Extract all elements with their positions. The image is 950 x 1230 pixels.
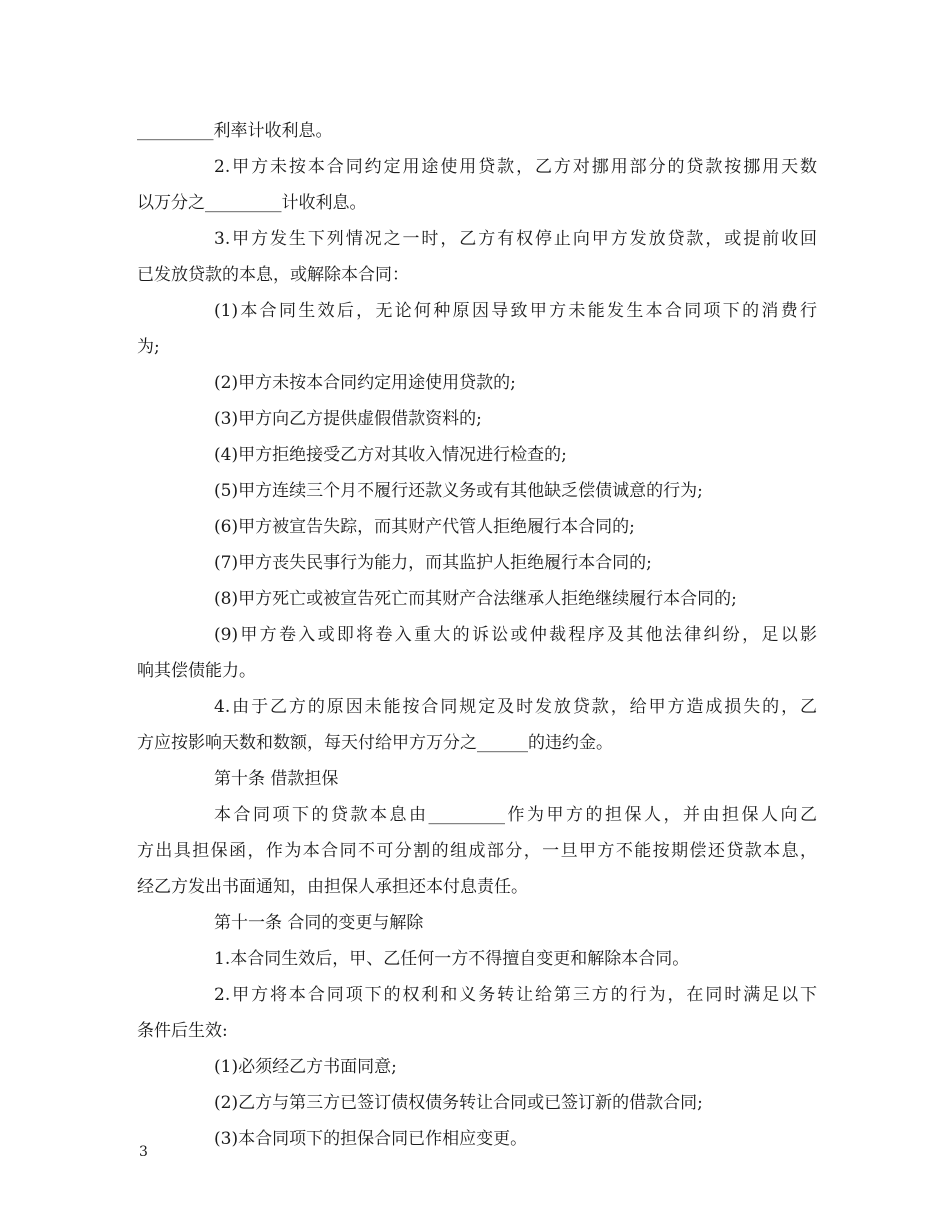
text-line: (8)甲方死亡或被宣告死亡而其财产合法继承人拒绝继续履行本合同的; bbox=[214, 589, 737, 609]
text-line: 4.由于乙方的原因未能按合同规定及时发放贷款，给甲方造成损失的，乙 bbox=[214, 697, 817, 717]
text-line: (2)甲方未按本合同约定用途使用贷款的; bbox=[214, 373, 516, 393]
text-line: (1)必须经乙方书面同意; bbox=[214, 1057, 397, 1077]
text-line: (1)本合同生效后，无论何种原因导致甲方未能发生本合同项下的消费行 bbox=[214, 301, 817, 321]
text-line: (7)甲方丧失民事行为能力，而其监护人拒绝履行本合同的; bbox=[214, 553, 652, 573]
text-line: (3)本合同项下的担保合同已作相应变更。 bbox=[214, 1129, 528, 1149]
text-line: 为; bbox=[137, 337, 160, 357]
page-number: 3 bbox=[139, 1144, 148, 1160]
document-body bbox=[137, 113, 817, 1157]
text-line: 3.甲方发生下列情况之一时，乙方有权停止向甲方发放贷款，或提前收回 bbox=[214, 229, 817, 249]
text-line: 响其偿债能力。 bbox=[137, 661, 256, 681]
text-line: 方应按影响天数和数额，每天付给甲方万分之______的违约金。 bbox=[137, 733, 613, 753]
text-line: 条件后生效: bbox=[137, 1021, 228, 1041]
text-line: 2.甲方将本合同项下的权利和义务转让给第三方的行为，在同时满足以下 bbox=[214, 985, 817, 1005]
text-line: 已发放贷款的本息，或解除本合同： bbox=[137, 265, 409, 285]
text-line: 1.本合同生效后，甲、乙任何一方不得擅自变更和解除本合同。 bbox=[214, 949, 690, 969]
text-line: (9)甲方卷入或即将卷入重大的诉讼或仲裁程序及其他法律纠纷，足以影 bbox=[214, 625, 817, 645]
text-line: 第十条 借款担保 bbox=[214, 769, 339, 789]
text-line: 2.甲方未按本合同约定用途使用贷款，乙方对挪用部分的贷款按挪用天数 bbox=[214, 157, 817, 177]
text-line: (6)甲方被宣告失踪，而其财产代管人拒绝履行本合同的; bbox=[214, 517, 635, 537]
text-line: 方出具担保函，作为本合同不可分割的组成部分，一旦甲方不能按期偿还贷款本息， bbox=[137, 841, 817, 861]
text-line: (2)乙方与第三方已签订债权债务转让合同或已签订新的借款合同; bbox=[214, 1093, 703, 1113]
text-line: 本合同项下的贷款本息由_________作为甲方的担保人，并由担保人向乙 bbox=[214, 805, 817, 825]
text-line: (3)甲方向乙方提供虚假借款资料的; bbox=[214, 409, 482, 429]
text-line: _________利率计收利息。 bbox=[137, 121, 333, 141]
text-line: 第十一条 合同的变更与解除 bbox=[214, 913, 424, 933]
text-line: (4)甲方拒绝接受乙方对其收入情况进行检查的; bbox=[214, 445, 567, 465]
text-line: 以万分之_________计收利息。 bbox=[137, 193, 367, 213]
text-line: (5)甲方连续三个月不履行还款义务或有其他缺乏偿债诚意的行为; bbox=[214, 481, 703, 501]
text-line: 经乙方发出书面通知，由担保人承担还本付息责任。 bbox=[137, 877, 528, 897]
